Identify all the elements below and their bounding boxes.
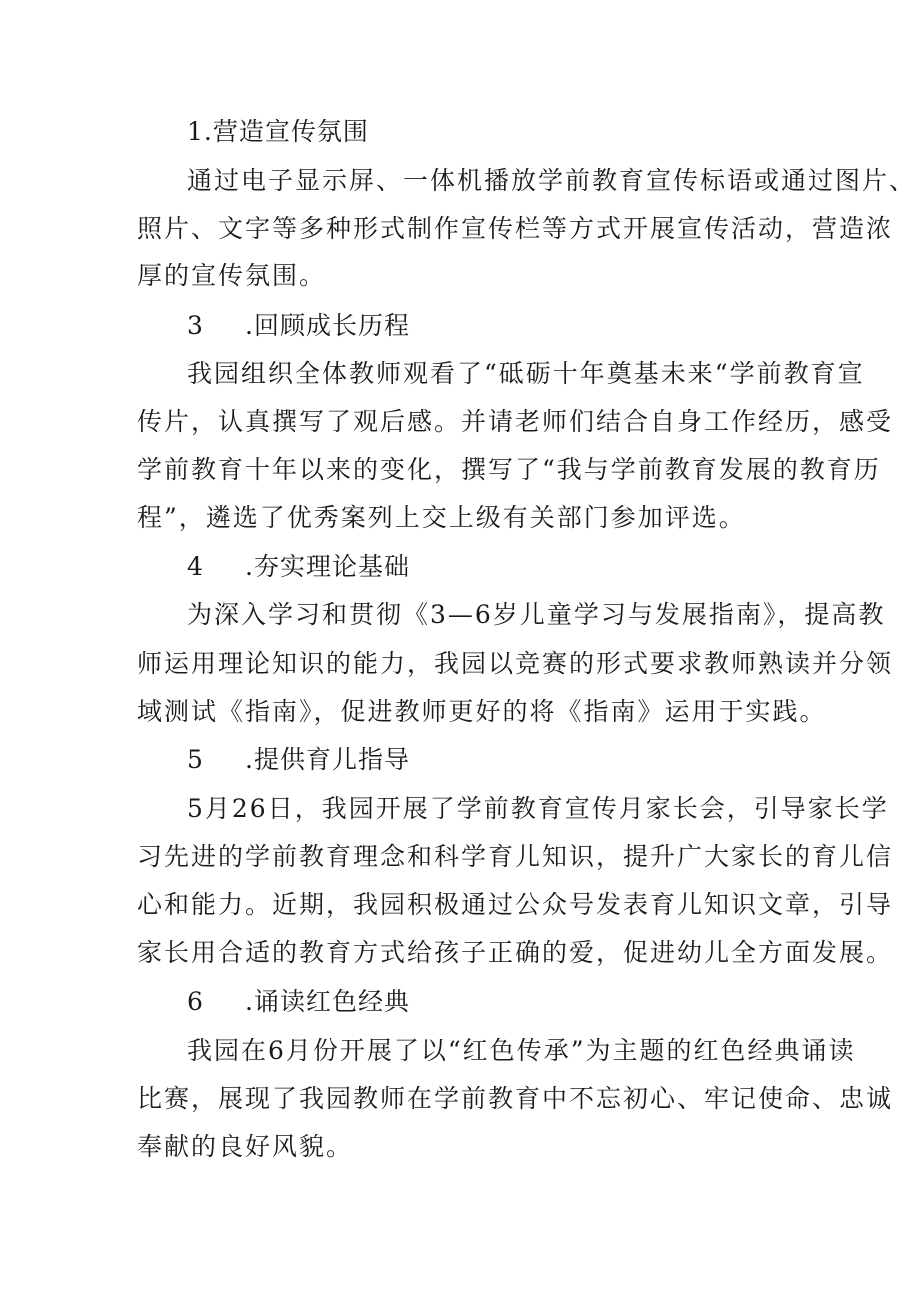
paragraph-line: 心和能力。近期，我园积极通过公众号发表育儿知识文章，引导 — [137, 890, 894, 919]
paragraph-line: 程”，遴选了优秀案列上交上级有关部门参加评选。 — [137, 503, 746, 532]
paragraph-line: 厚的宣传氛围。 — [137, 261, 327, 290]
paragraph-line: 为深入学习和贯彻《3—6岁儿童学习与发展指南》，提高教 — [187, 600, 886, 629]
section-heading — [187, 987, 410, 1017]
paragraph-line: 5月26日，我园开展了学前教育宣传月家长会，引导家长学 — [187, 794, 889, 823]
section-heading: 1.营造宣传氛围 — [187, 117, 369, 146]
section-title: .回顾成长历程 — [245, 311, 410, 340]
section-number: 3 — [187, 311, 204, 340]
section-title: .夯实理论基础 — [245, 552, 410, 581]
section-title: .诵读红色经典 — [245, 987, 410, 1016]
paragraph-line: 奉献的良好风貌。 — [137, 1132, 354, 1161]
paragraph-line: 学前教育十年以来的变化，撰写了“我与学前教育发展的教育历 — [137, 455, 881, 484]
paragraph-line: 习先进的学前教育理念和科学育儿知识，提升广大家长的育儿信 — [137, 842, 894, 871]
section-title: .提供育儿指导 — [245, 745, 410, 774]
paragraph-line: 通过电子显示屏、一体机播放学前教育宣传标语或通过图片、 — [187, 166, 917, 195]
section-heading — [187, 552, 410, 582]
paragraph-line: 我园在6月份开展了以“红色传承”为主题的红色经典诵读 — [187, 1036, 856, 1065]
section-heading — [187, 311, 410, 341]
paragraph-line: 师运用理论知识的能力，我园以竞赛的形式要求教师熟读并分领 — [137, 649, 894, 678]
paragraph-line: 我园组织全体教师观看了“砥砺十年奠基未来“学前教育宣 — [187, 359, 865, 388]
section-heading — [187, 745, 410, 775]
section-number: 4 — [187, 552, 204, 581]
paragraph-line: 照片、文字等多种形式制作宣传栏等方式开展宣传活动，营造浓 — [137, 214, 894, 243]
paragraph-line: 比赛，展现了我园教师在学前教育中不忘初心、牢记使命、忠诚 — [137, 1084, 894, 1113]
paragraph-line: 域测试《指南》，促进教师更好的将《指南》运用于实践。 — [137, 697, 827, 726]
paragraph-line: 传片，认真撰写了观后感。并请老师们结合自身工作经历，感受 — [137, 407, 894, 436]
section-number: 6 — [187, 987, 204, 1016]
section-number: 5 — [187, 745, 204, 774]
paragraph-line: 家长用合适的教育方式给孩子正确的爱，促进幼儿全方面发展。 — [137, 938, 894, 967]
